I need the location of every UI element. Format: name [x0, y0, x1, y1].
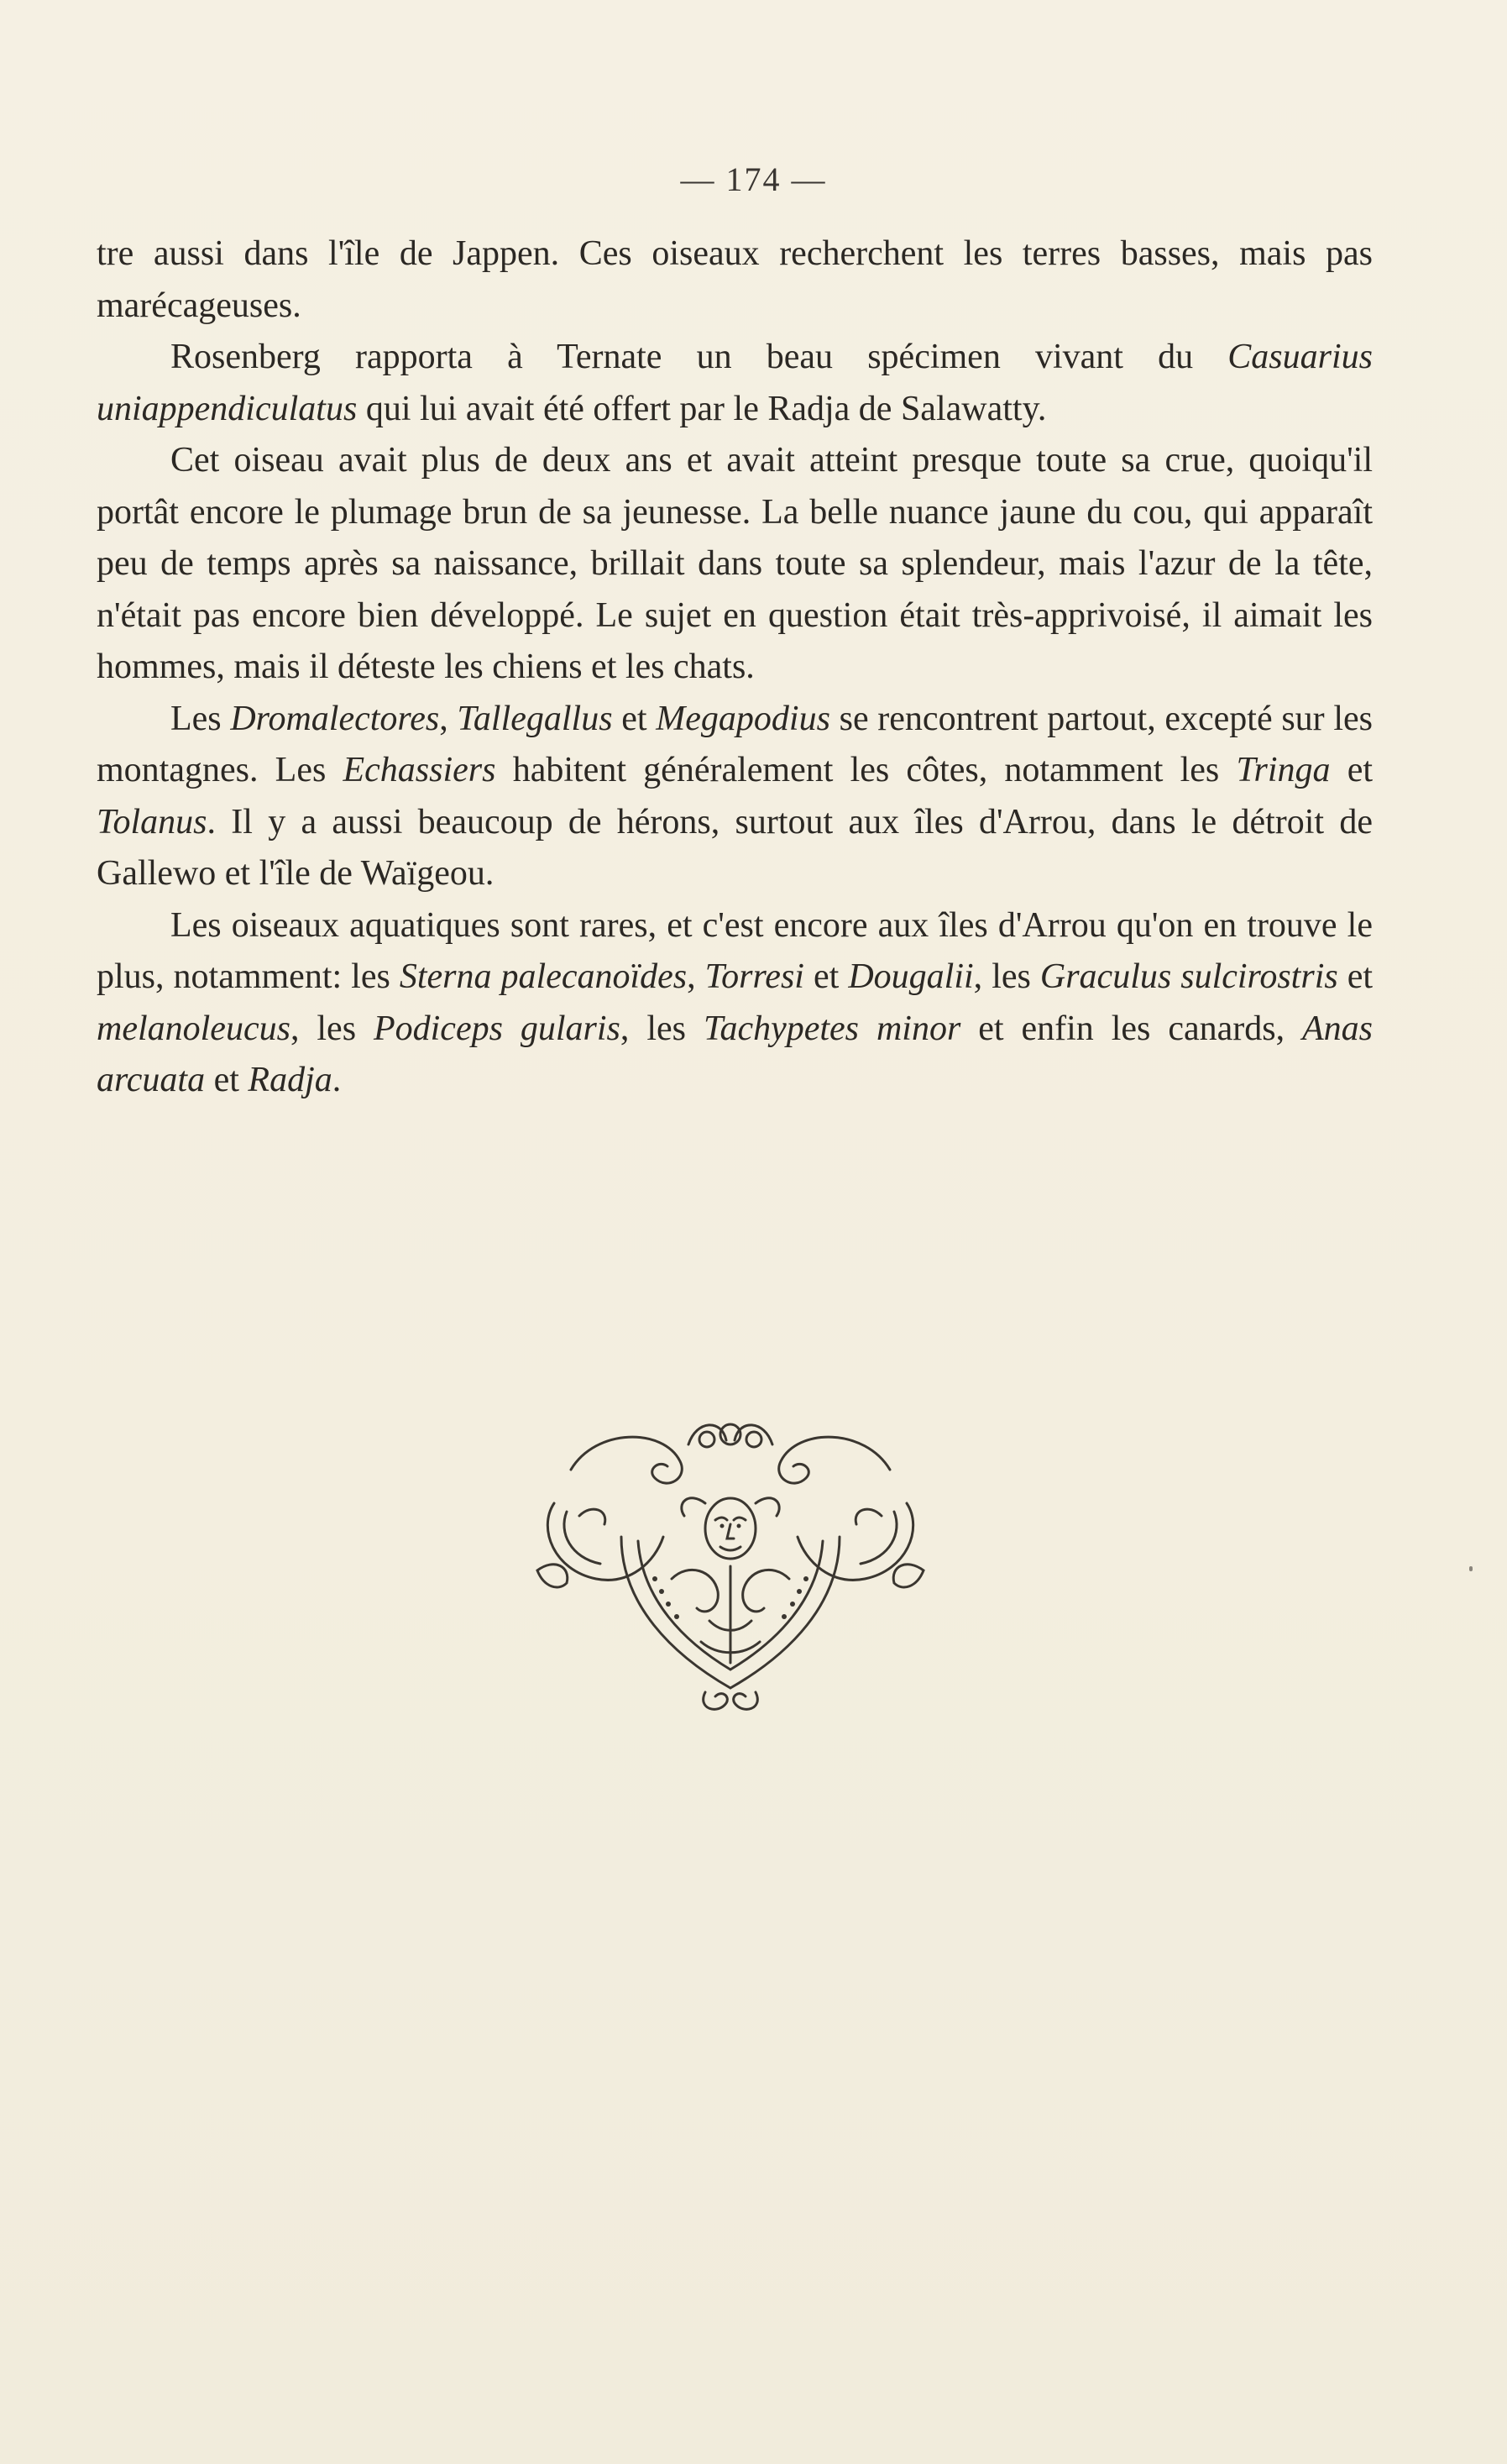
italic-term: Graculus sulcirostris [1039, 957, 1338, 996]
text-run: qui lui avait été offert par le Radja de Salawatty. [357, 389, 1047, 428]
italic-term: Dougalii [848, 957, 974, 996]
text-run: , les [973, 957, 1040, 996]
text-run: se rencontrent partout, excepté sur les montagnes. Les [97, 699, 1373, 789]
text-run: et enfin les canards, [960, 1009, 1303, 1048]
italic-term: Megapodius [656, 699, 830, 738]
text-run: , [439, 699, 458, 738]
italic-term: Radja [248, 1061, 332, 1099]
text-run: Les [170, 699, 231, 738]
text-run: et [1337, 957, 1374, 996]
italic-term: Tallegallus [457, 699, 613, 738]
text-run: . [332, 1061, 342, 1099]
text-run: Cet oiseau avait plus de deux ans et avait atteint presque toute sa crue, quoiqu'il portât encore le plumage brun de sa jeunesse. La belle nuance jaune du cou, qui apparaît peu de temps après sa naissance, brillait dans toute sa splendeur, mais l'azur de la tête, n'était pas encore bien développé. Le sujet en question était très-apprivoisé, il aimait les hommes, mais il déteste les chiens et les chats. [97, 441, 1373, 686]
text-run: Rosenberg rapporta à Ternate un beau spécimen vivant du [170, 338, 1228, 376]
italic-term: Sterna palecanoïdes [399, 957, 688, 996]
italic-term: Tringa [1236, 751, 1331, 789]
page-number: — 174 — [680, 160, 827, 198]
italic-term: Tachypetes minor [703, 1009, 961, 1048]
paragraph [97, 900, 1373, 1107]
text-run: et [205, 1061, 249, 1099]
text-run: tre aussi dans l'île de Jappen. Ces oiseaux recherchent les terres basses, mais pas marécageuses. [97, 234, 1373, 325]
italic-term: melanoleucus [97, 1009, 290, 1048]
body-text [97, 228, 1373, 1107]
paragraph [97, 228, 1373, 332]
text-run: et [1330, 751, 1374, 789]
text-run: , les [620, 1009, 704, 1048]
italic-term: Anas arcuata [97, 1009, 1374, 1099]
paragraph [97, 694, 1373, 900]
ornamental-tailpiece-icon [521, 1411, 940, 1713]
text-run: , [687, 957, 705, 996]
italic-term: Casuarius uniappendiculatus [97, 338, 1373, 428]
text-run: , les [290, 1009, 374, 1048]
italic-term: Podiceps gularis [373, 1009, 620, 1048]
italic-term: Tolanus [97, 802, 207, 841]
text-run: Les oiseaux aquatiques sont rares, et c'est encore aux îles d'Arrou qu'on en trouve le plus, notamment: les [97, 905, 1373, 996]
text-run: et [612, 699, 657, 738]
text-run: habitent généralement les côtes, notamment les [495, 751, 1237, 789]
italic-term: Echassiers [343, 751, 496, 789]
italic-term: Torresi [704, 957, 804, 996]
paragraph [97, 332, 1373, 435]
paragraph [97, 435, 1373, 694]
italic-term: Dromalectores [230, 699, 440, 738]
text-run: . Il y a aussi beaucoup de hérons, surtout aux îles d'Arrou, dans le détroit de Gallewo et l'île de Waïgeou. [97, 802, 1373, 893]
text-run: et [803, 957, 849, 996]
paper-speck [1469, 1566, 1473, 1571]
